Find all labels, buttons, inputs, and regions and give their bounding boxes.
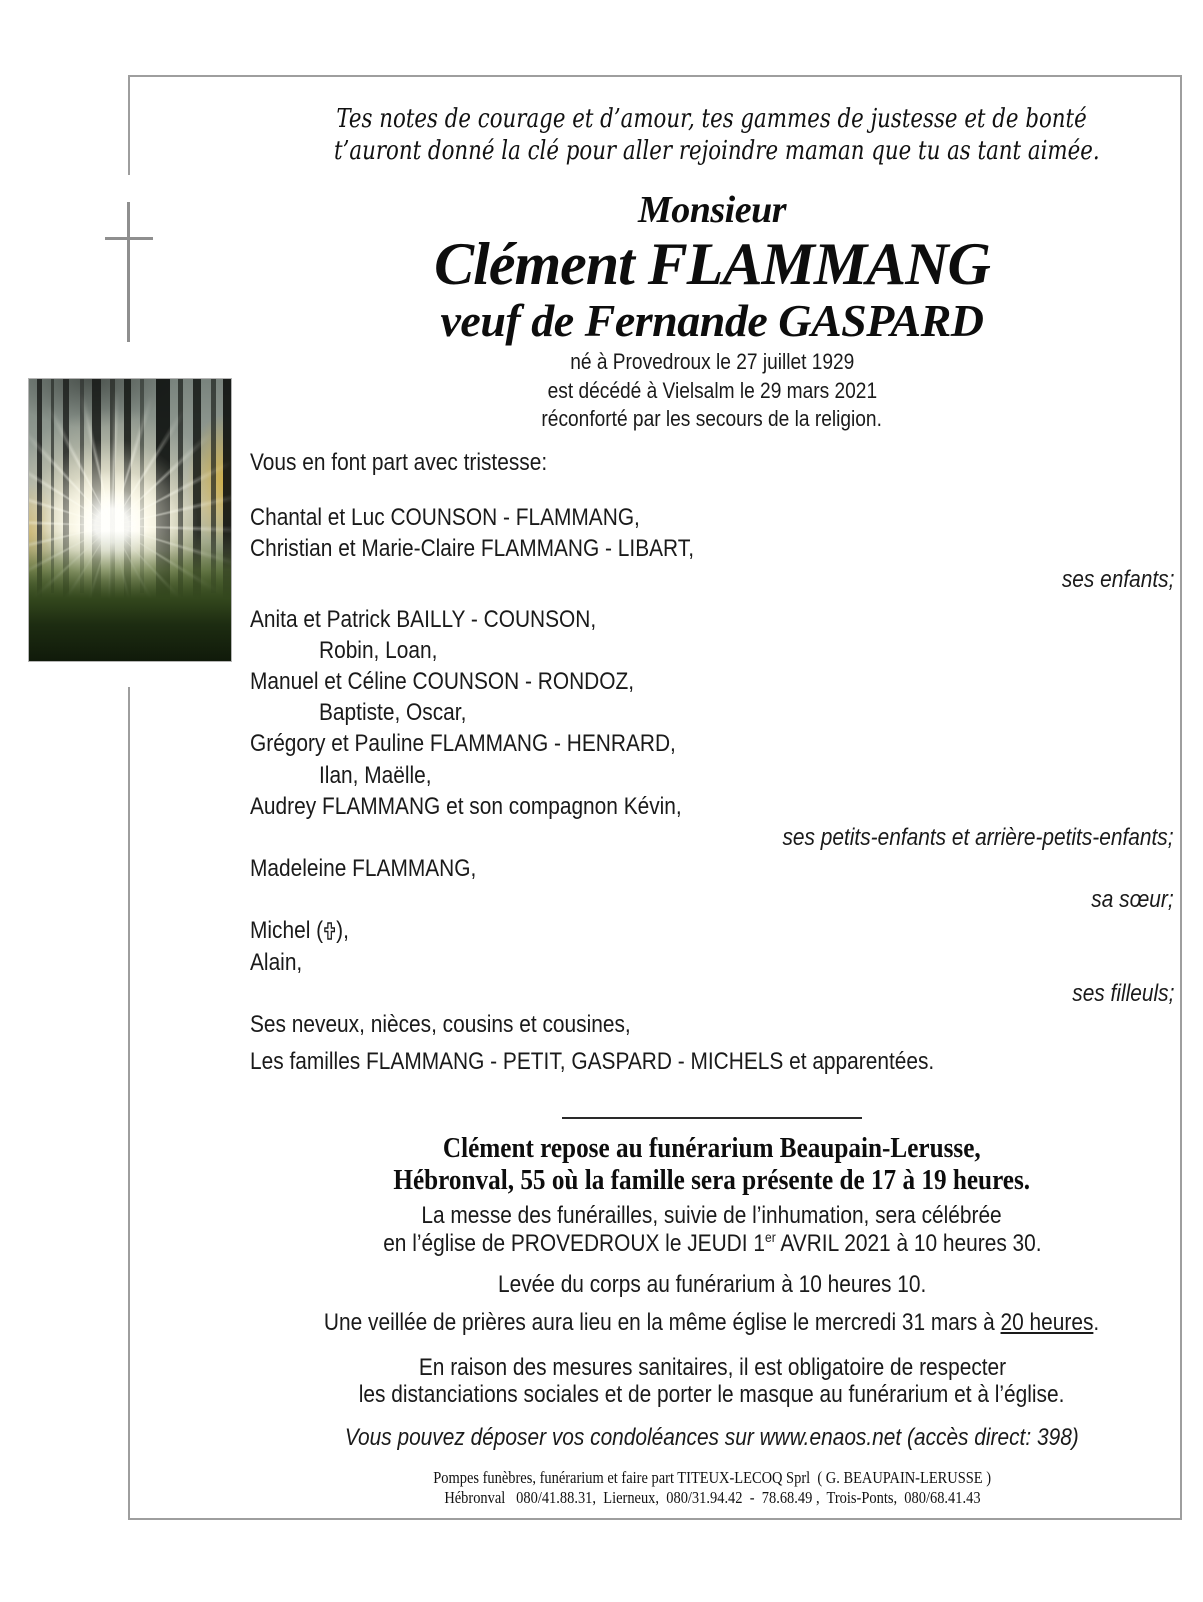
sanitary-notice: [250, 1354, 1174, 1408]
frame-border-left-lower: [128, 687, 130, 1518]
funeral-home-footer: [250, 1468, 1174, 1507]
forest-floor: [29, 531, 231, 661]
frame-border-left-upper: [128, 75, 130, 175]
family-line: Grégory et Pauline FLAMMANG - HENRARD,: [250, 730, 676, 758]
family-line: Manuel et Céline COUNSON - RONDOZ,: [250, 667, 635, 695]
family-line: Madeleine FLAMMANG,: [250, 855, 477, 883]
family-list: [250, 502, 1174, 1077]
levee-notice: Levée du corps au funérarium à 10 heures 10.: [497, 1271, 927, 1298]
religion-line: réconforté par les secours de la religion.: [541, 406, 883, 431]
sanitary-line-2: les distanciations sociales et de porter le masque au funérarium et à l’église.: [359, 1381, 1065, 1408]
family-line: Ilan, Maëlle,: [319, 761, 432, 789]
family-line: Chantal et Luc COUNSON - FLAMMANG,: [250, 504, 640, 531]
mass-line-1: La messe des funérailles, suivie de l’inhumation, sera célébrée: [421, 1202, 1003, 1229]
latin-cross-icon: [324, 917, 335, 948]
epitaph-line-1: Tes notes de courage et d’amour, tes gammes de justesse et de bonté: [336, 104, 1088, 134]
mass-line-2: en l’église de PROVEDROUX le JEUDI 1er AVRIL 2021 à 10 heures 30.: [382, 1228, 1042, 1257]
epitaph: [250, 103, 1174, 167]
family-line: Alain,: [250, 948, 303, 976]
frame-border-bottom: [128, 1518, 1182, 1520]
ordinal-superscript: er: [764, 1228, 776, 1245]
family-line: ses enfants;: [1061, 566, 1174, 594]
vigil-notice: Une veillée de prières aura lieu en la même église le mercredi 31 mars à 20 heures.: [324, 1309, 1100, 1336]
section-divider: [562, 1117, 862, 1119]
family-line: sa sœur;: [1091, 886, 1174, 914]
deceased-name: Clément FLAMMANG: [434, 231, 990, 297]
repose-line-2: Hébronval, 55 où la famille sera présente de 17 à 19 heures.: [393, 1164, 1031, 1196]
vigil-time-underlined: 20 heures: [1000, 1309, 1094, 1336]
footer-line-1: Pompes funèbres, funérarium et faire part TITEUX-LECOQ Sprl ( G. BEAUPAIN-LERUSSE ): [433, 1468, 991, 1487]
family-line: Christian et Marie-Claire FLAMMANG - LIBART,: [250, 535, 694, 563]
epitaph-line-2: t’auront donné la clé pour aller rejoindre maman que tu as tant aimée.: [334, 136, 1100, 166]
footer-line-2: Hébronval 080/41.88.31, Lierneux, 080/31.94.42 - 78.68.49 , Trois-Ponts, 080/68.41.43: [443, 1487, 981, 1507]
family-line: Anita et Patrick BAILLY - COUNSON,: [250, 605, 597, 633]
frame-border-right: [1180, 75, 1182, 1520]
birth-line: né à Provedroux le 27 juillet 1929: [569, 349, 855, 374]
sanitary-line-1: En raison des mesures sanitaires, il est obligatoire de respecter: [418, 1354, 1006, 1381]
life-dates-block: [250, 348, 1174, 434]
repose-notice: [250, 1133, 1174, 1196]
death-line: est décédé à Vielsalm le 29 mars 2021: [547, 377, 877, 403]
family-line: ses petits-enfants et arrière-petits-enfants;: [782, 823, 1174, 851]
condolences-notice: Vous pouvez déposer vos condoléances sur www.enaos.net (accès direct: 398): [345, 1424, 1079, 1451]
deceased-relation: veuf de Fernande GASPARD: [440, 295, 984, 346]
forest-sunrays-photo: [28, 378, 232, 662]
family-line: ses filleuls;: [1071, 979, 1174, 1007]
repose-line-1: Clément repose au funérarium Beaupain-Lerusse,: [443, 1133, 981, 1164]
frame-border-top: [128, 75, 1182, 77]
mass-notice: [250, 1202, 1174, 1257]
family-line: Ses neveux, nièces, cousins et cousines,: [250, 1011, 631, 1038]
deceased-civility: Monsieur: [637, 189, 787, 231]
family-line: Audrey FLAMMANG et son compagnon Kévin,: [250, 792, 682, 820]
announcement-intro: Vous en font part avec tristesse:: [250, 449, 548, 476]
family-line: Robin, Loan,: [319, 636, 438, 664]
family-line: Michel ( ),: [250, 915, 1174, 946]
family-line: Baptiste, Oscar,: [319, 699, 467, 727]
family-line: Les familles FLAMMANG - PETIT, GASPARD - MICHELS et apparentées.: [250, 1048, 935, 1076]
deceased-title-block: [250, 187, 1174, 347]
